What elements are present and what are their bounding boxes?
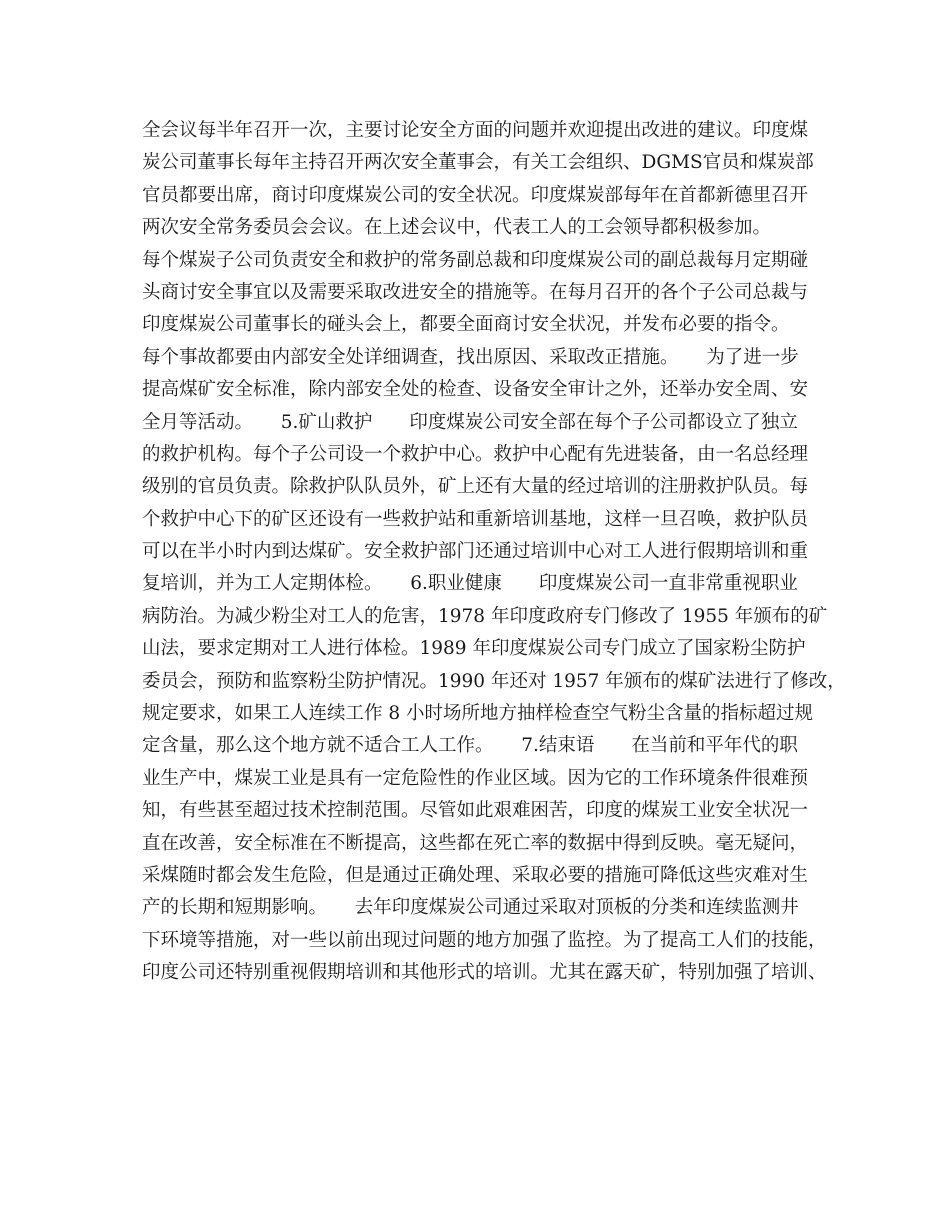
text-line: 知，有些甚至超过技术控制范围。尽管如此艰难困苦，印度的煤炭工业安全状况一 xyxy=(142,800,809,822)
text-line: 级别的官员负责。除救护队队员外，矿上还有大量的经过培训的注册救护队员。每 xyxy=(142,476,809,498)
text-line: 产的长期和短期影响。 去年印度煤炭公司通过采取对顶板的分类和连续监测井 xyxy=(142,897,799,919)
text-line: 提高煤矿安全标准，除内部安全处的检查、设备安全审计之外，还举办安全周、安 xyxy=(142,379,809,401)
text-line: 委员会，预防和监察粉尘防护情况。1990 年还对 1957 年颁布的煤矿法进行了修改， xyxy=(142,670,846,692)
text-line: 炭公司董事长每年主持召开两次安全董事会，有关工会组织、DGMS官员和煤炭部 xyxy=(142,152,814,174)
text-line: 的救护机构。每个子公司设一个救护中心。救护中心配有先进装备，由一名总经理 xyxy=(142,443,809,465)
text-line: 病防治。为减少粉尘对工人的危害，1978 年印度政府专门修改了 1955 年颁布的矿 xyxy=(142,605,828,627)
text-line: 下环境等措施，对一些以前出现过问题的地方加强了监控。为了提高工人们的技能， xyxy=(142,929,827,951)
body-text xyxy=(142,115,846,990)
text-line: 业生产中，煤炭工业是具有一定危险性的作业区域。因为它的工作环境条件很难预 xyxy=(142,767,809,789)
text-line: 规定要求，如果工人连续工作 8 小时场所地方抽样检查空气粉尘含量的指标超过规 xyxy=(142,703,814,725)
text-line: 印度公司还特别重视假期培训和其他形式的培训。尤其在露天矿，特别加强了培训、 xyxy=(142,962,827,984)
text-line: 印度煤炭公司董事长的碰头会上，都要全面商讨安全状况，并发布必要的指令。 xyxy=(142,314,790,336)
text-line: 个救护中心下的矿区还设有一些救护站和重新培训基地，这样一旦召唤，救护队员 xyxy=(142,508,809,530)
text-line: 全月等活动。 5.矿山救护 印度煤炭公司安全部在每个子公司都设立了独立 xyxy=(142,411,798,433)
text-line: 山法，要求定期对工人进行体检。1989 年印度煤炭公司专门成立了国家粉尘防护 xyxy=(142,638,806,660)
text-line: 头商讨安全事宜以及需要采取改进安全的措施等。在每月召开的各个子公司总裁与 xyxy=(142,281,809,303)
text-line: 采煤随时都会发生危险，但是通过正确处理、采取必要的措施可降低这些灾难对生 xyxy=(142,864,809,886)
text-line: 每个煤炭子公司负责安全和救护的常务副总裁和印度煤炭公司的副总裁每月定期碰 xyxy=(142,249,809,271)
text-line: 每个事故都要由内部安全处详细调查，找出原因、采取改正措施。 为了进一步 xyxy=(142,346,799,368)
text-line: 定含量，那么这个地方就不适合工人工作。 7.结束语 在当前和平年代的职 xyxy=(142,735,798,757)
text-line: 两次安全常务委员会会议。在上述会议中，代表工人的工会领导都积极参加。 xyxy=(142,217,772,239)
text-line: 复培训，并为工人定期体检。 6.职业健康 印度煤炭公司一直非常重视职业 xyxy=(142,573,798,595)
text-line: 可以在半小时内到达煤矿。安全救护部门还通过培训中心对工人进行假期培训和重 xyxy=(142,541,809,563)
text-line: 全会议每半年召开一次，主要讨论安全方面的问题并欢迎提出改进的建议。印度煤 xyxy=(142,120,809,141)
text-line: 直在改善，安全标准在不断提高，这些都在死亡率的数据中得到反映。毫无疑问， xyxy=(142,832,809,854)
text-line: 官员都要出席，商讨印度煤炭公司的安全状况。印度煤炭部每年在首都新德里召开 xyxy=(142,184,809,206)
